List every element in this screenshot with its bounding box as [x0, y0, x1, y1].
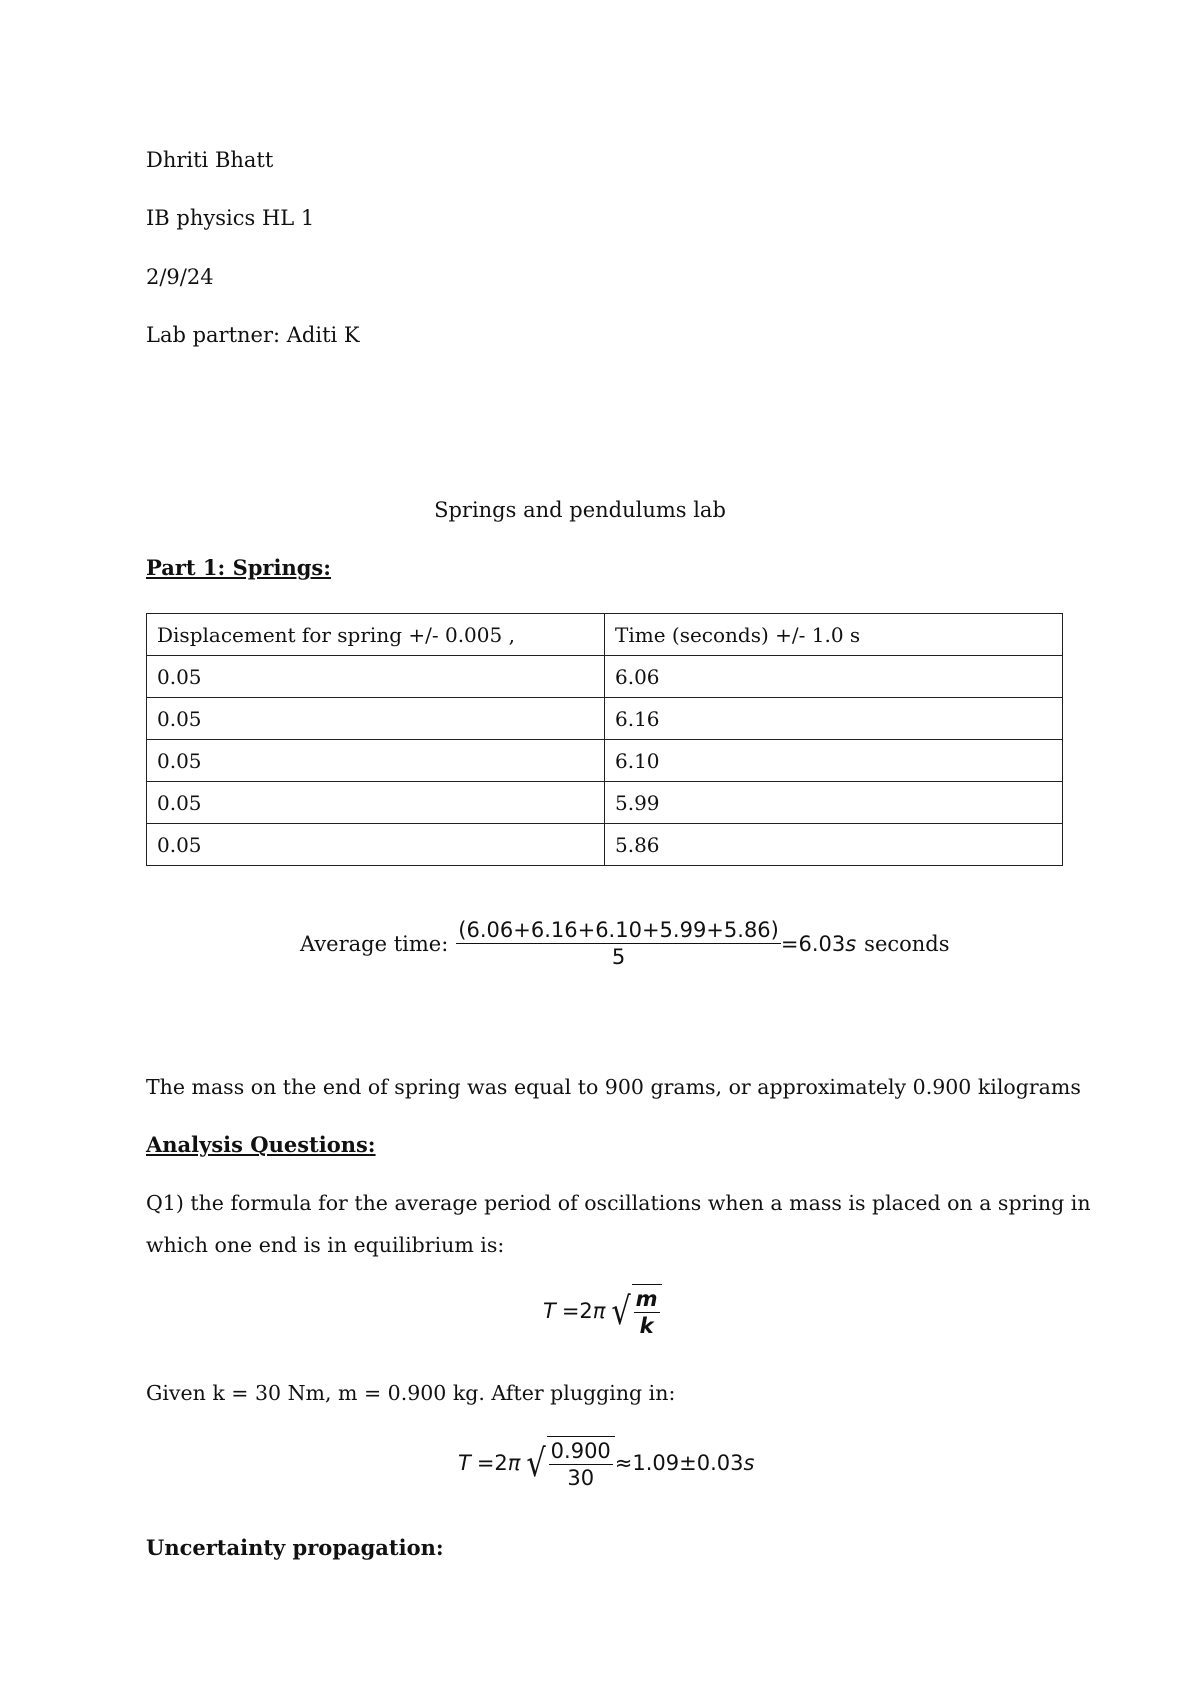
table-cell: 6.10	[605, 740, 1063, 782]
analysis-heading: Analysis Questions:	[146, 1132, 376, 1157]
course-name: IB physics HL 1	[146, 206, 315, 230]
table-cell: 6.06	[605, 656, 1063, 698]
plugged-lhs: T	[458, 1451, 471, 1475]
plugged-unit: s	[743, 1451, 755, 1475]
table-cell: 0.05	[147, 656, 605, 698]
period-formula	[543, 1284, 662, 1338]
formula-fraction	[634, 1287, 660, 1338]
table-row	[147, 656, 1063, 698]
lab-partner: Lab partner: Aditi K	[146, 323, 360, 347]
average-fraction	[456, 918, 781, 969]
q1-text-line1: Q1) the formula for the average period of oscillations when a mass is placed on a spring in	[146, 1191, 1091, 1215]
pi-symbol: π	[592, 1299, 606, 1323]
q1-text-line2: which one end is in equilibrium is:	[146, 1233, 505, 1257]
table-cell: 5.86	[605, 824, 1063, 866]
square-root	[524, 1436, 614, 1490]
plugged-denominator: 30	[567, 1466, 595, 1490]
given-values: Given k = 30 Nm, m = 0.900 kg. After plugging in:	[146, 1381, 676, 1405]
average-time-equation	[300, 918, 950, 969]
table-cell: 0.05	[147, 824, 605, 866]
date: 2/9/24	[146, 265, 214, 289]
table-row	[147, 698, 1063, 740]
part1-heading: Part 1: Springs:	[146, 555, 332, 580]
radical-icon: √	[526, 1441, 547, 1485]
plugged-formula	[458, 1436, 754, 1490]
author-name: Dhriti Bhatt	[146, 148, 274, 172]
square-root	[609, 1284, 661, 1338]
table-cell: 5.99	[605, 782, 1063, 824]
table-row	[147, 782, 1063, 824]
formula-lhs: T	[543, 1299, 556, 1323]
plugged-numerator: 0.900	[550, 1439, 611, 1463]
spring-data-table	[146, 613, 1063, 866]
radicand	[547, 1436, 615, 1490]
formula-denominator: k	[639, 1314, 654, 1338]
average-numerator: (6.06+6.16+6.10+5.99+5.86)	[458, 918, 779, 942]
plugged-fraction	[549, 1439, 613, 1490]
uncertainty-heading: Uncertainty propagation:	[146, 1535, 444, 1560]
mass-statement: The mass on the end of spring was equal to 900 grams, or approximately 0.900 kilograms	[146, 1075, 1081, 1099]
document-title: Springs and pendulums lab	[434, 498, 726, 522]
plugged-result: ≈1.09±0.03	[614, 1451, 744, 1475]
pi-symbol: π	[507, 1451, 521, 1475]
plugged-equals: =2	[476, 1451, 508, 1475]
table-header-time: Time (seconds) +/- 1.0 s	[605, 614, 1063, 656]
table-row	[147, 740, 1063, 782]
average-result-unit: s	[845, 931, 857, 956]
table-cell: 0.05	[147, 782, 605, 824]
table-cell: 0.05	[147, 698, 605, 740]
table-header-displacement: Displacement for spring +/- 0.005 ,	[147, 614, 605, 656]
formula-numerator: m	[635, 1287, 658, 1311]
radical-icon: √	[611, 1289, 632, 1333]
table-cell: 6.16	[605, 698, 1063, 740]
average-suffix: seconds	[864, 931, 950, 956]
average-denominator: 5	[611, 945, 626, 969]
average-time-label: Average time:	[300, 931, 449, 956]
table-header-row	[147, 614, 1063, 656]
table-cell: 0.05	[147, 740, 605, 782]
average-result: =6.03	[780, 931, 846, 956]
radicand	[632, 1284, 662, 1338]
formula-equals: =2	[561, 1299, 593, 1323]
table-row	[147, 824, 1063, 866]
